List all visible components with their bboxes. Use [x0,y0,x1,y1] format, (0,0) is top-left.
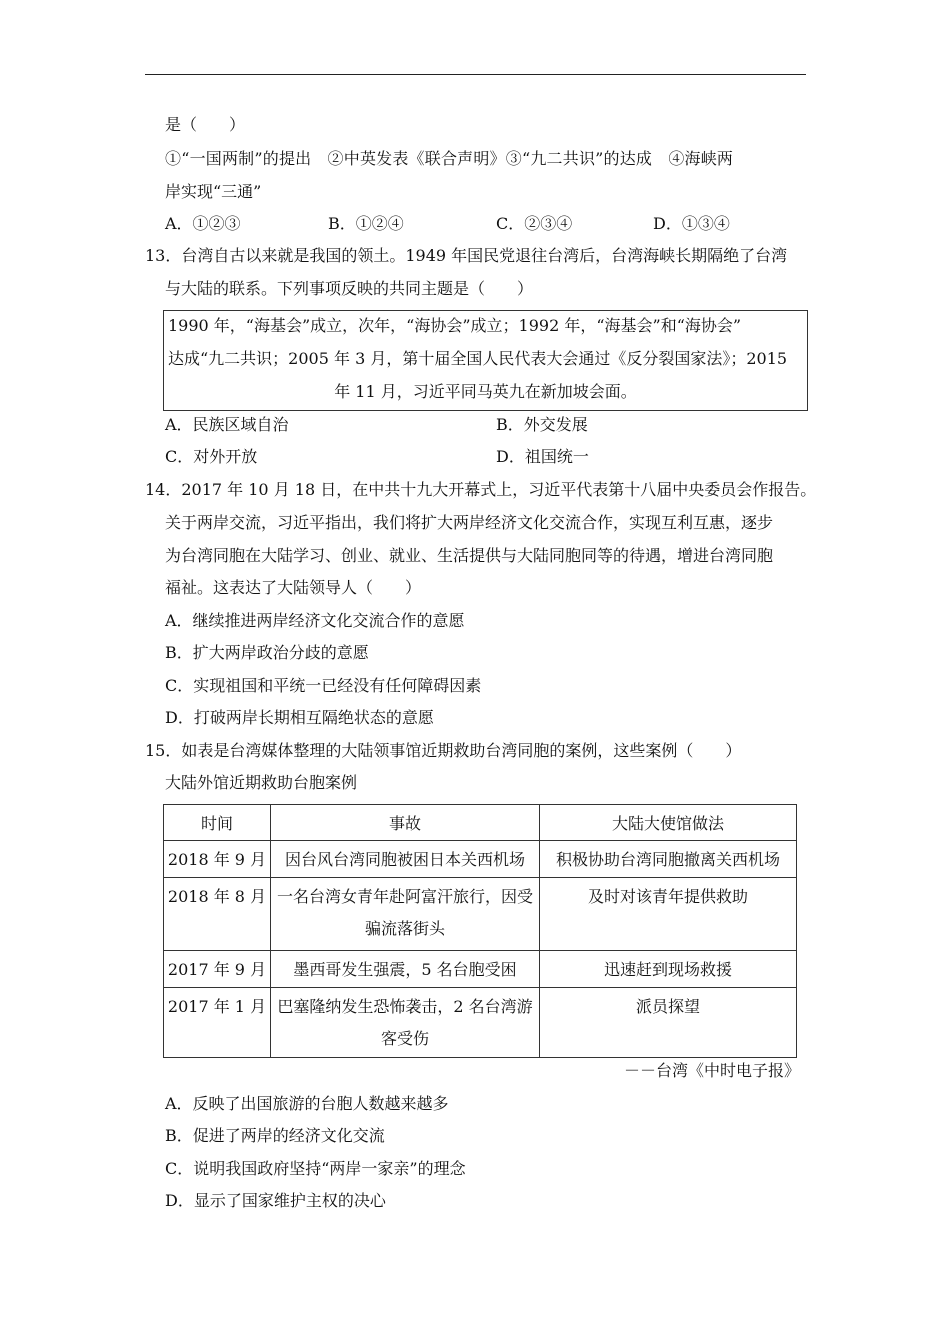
q14-stem-line2: 关于两岸交流，习近平指出，我们将扩大两岸经济文化交流合作，实现互利互惠，逐步 [165,513,774,532]
q13-material-line3: 年 11 月，习近平同马英九在新加坡会面。 [334,382,637,401]
q14-option-c[interactable]: C．实现祖国和平统一已经没有任何障碍因素 [165,676,482,695]
q15-table-source: －－台湾《中时电子报》 [623,1061,800,1080]
q15-option-d[interactable]: D．显示了国家维护主权的决心 [165,1191,386,1210]
cell-event-line1: 一名台湾女青年赴阿富汗旅行，因受 [276,887,533,906]
cell-event-line2: 客受伤 [380,1029,429,1048]
q14-stem-line1: 14．2017 年 10 月 18 日，在中共十九大开幕式上，习近平代表第十八届中央委员会作报告。 [145,480,817,499]
q13-material-line2: 达成“九二共识；2005 年 3 月，第十届全国人民代表大会通过《反分裂国家法》；2015 [168,349,788,368]
q12-option-c[interactable]: C．②③④ [496,214,573,233]
q12-option-d[interactable]: D．①③④ [653,214,730,233]
q15-option-b[interactable]: B．促进了两岸的经济文化交流 [165,1126,385,1145]
q15-table-title: 大陆外馆近期救助台胞案例 [165,773,358,792]
q14-stem-line4: 福祉。这表达了大陆领导人（ ） [165,578,422,597]
q13-material-line1: 1990 年，“海基会”成立，次年，“海协会”成立；1992 年，“海基会”和“海协会” [168,316,742,335]
q13-option-b[interactable]: B．外交发展 [496,415,588,434]
q12-option-a[interactable]: A．①②③ [165,214,241,233]
q14-option-d[interactable]: D．打破两岸长期相互隔绝状态的意愿 [165,708,434,727]
cell-action: 及时对该青年提供救助 [540,878,797,951]
cell-time: 2017 年 1 月 [164,988,271,1058]
cell-time: 2017 年 9 月 [164,951,271,988]
q13-option-d[interactable]: D．祖国统一 [496,447,589,466]
q12-items-line1: ①“一国两制”的提出 ②中英发表《联合声明》③“九二共识”的达成 ④海峡两 [165,149,734,168]
table-row [164,988,797,1058]
header-time: 时间 [164,805,271,841]
q15-option-a[interactable]: A．反映了出国旅游的台胞人数越来越多 [165,1094,449,1113]
cell-event: 墨西哥发生强震，5 名台胞受困 [271,951,540,988]
q13-material-box [163,310,808,411]
cell-event-line2: 骗流落街头 [364,919,445,938]
q12-items-line2: 岸实现“三通” [165,182,262,201]
q13-stem-line1: 13．台湾自古以来就是我国的领土。1949 年国民党退往台湾后，台湾海峡长期隔绝了台湾 [145,246,788,265]
table-row [164,841,797,878]
q15-stem: 15．如表是台湾媒体整理的大陆领事馆近期救助台湾同胞的案例，这些案例（ ） [145,741,742,760]
cell-action: 积极协助台湾同胞撤离关西机场 [540,841,797,878]
table-row [164,878,797,951]
q15-case-table [163,804,797,1058]
q14-stem-line3: 为台湾同胞在大陆学习、创业、就业、生活提供与大陆同胞同等的待遇，增进台湾同胞 [165,546,774,565]
q13-option-a[interactable]: A．民族区域自治 [165,415,289,434]
q13-stem-line2: 与大陆的联系。下列事项反映的共同主题是（ ） [165,279,534,298]
cell-event [271,878,540,951]
q15-option-c[interactable]: C．说明我国政府坚持“两岸一家亲”的理念 [165,1159,466,1178]
q14-option-a[interactable]: A．继续推进两岸经济文化交流合作的意愿 [165,611,465,630]
cell-event [271,988,540,1058]
cell-action: 迅速赶到现场救援 [540,951,797,988]
header-action: 大陆大使馆做法 [540,805,797,841]
q13-option-c[interactable]: C．对外开放 [165,447,258,466]
cell-action: 派员探望 [540,988,797,1058]
header-event: 事故 [271,805,540,841]
header-rule [145,74,806,75]
table-row [164,951,797,988]
table-header-row [164,805,797,841]
q14-option-b[interactable]: B．扩大两岸政治分歧的意愿 [165,643,369,662]
cell-time: 2018 年 9 月 [164,841,271,878]
q12-option-b[interactable]: B．①②④ [328,214,404,233]
q12-stem-tail: 是（ ） [165,115,246,134]
cell-event-line1: 巴塞隆纳发生恐怖袭击，2 名台湾游 [277,997,533,1016]
cell-event: 因台风台湾同胞被困日本关西机场 [271,841,540,878]
cell-time: 2018 年 8 月 [164,878,271,951]
